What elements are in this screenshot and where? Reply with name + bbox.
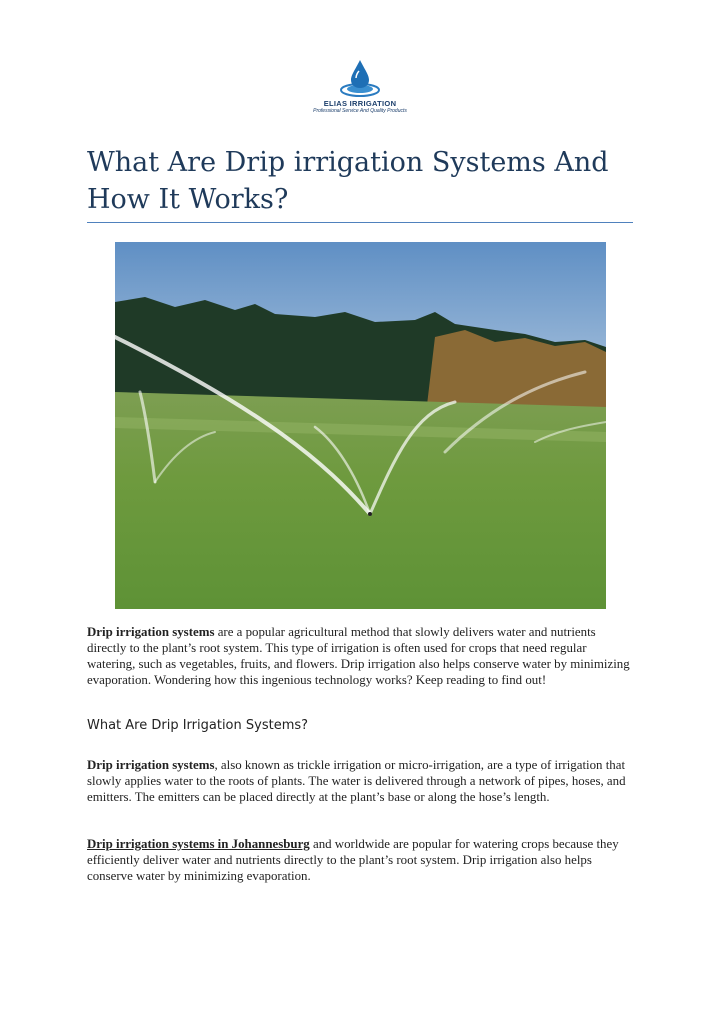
logo-tagline: Professional Service And Quality Products: [313, 108, 407, 114]
johannesburg-text: and worldwide are popular for watering crops because they efficiently deliver water and nutrients directly to the plant’s root system. Drip irrigation also helps conserve water by minimizing evaporation.: [87, 837, 619, 883]
intro-paragraph: [87, 624, 632, 688]
brand-logo: [300, 58, 420, 122]
title-divider: [87, 222, 633, 223]
definition-paragraph: [87, 757, 632, 805]
water-drop-icon: [338, 58, 382, 98]
page-title: What Are Drip irrigation Systems And How It Works?: [87, 147, 609, 215]
definition-lead: Drip irrigation systems: [87, 758, 215, 772]
logo-name: ELIAS IRRIGATION: [323, 99, 397, 108]
johannesburg-paragraph: [87, 836, 632, 884]
intro-lead: Drip irrigation systems: [87, 625, 215, 639]
section-heading: What Are Drip Irrigation Systems?: [87, 718, 309, 733]
hero-photo: [115, 242, 606, 609]
definition-text: , also known as trickle irrigation or micro-irrigation, are a type of irrigation that slowly applies water to the roots of plants. The water is delivered through a network of pipes, hoses, and emitters. The emitters can be placed directly at the plant’s base or along the hose’s length.: [87, 758, 626, 804]
intro-text: are a popular agricultural method that slowly delivers water and nutrients directly to the plant’s root system. This type of irrigation is often used for crops that need regular watering, such as vegetables, fruits, and flowers. Drip irrigation also helps conserve water by minimizing evaporation. Wondering how this ingenious technology works? Keep reading to find out!: [87, 625, 630, 687]
johannesburg-link[interactable]: Drip irrigation systems in Johannesburg: [87, 837, 310, 851]
